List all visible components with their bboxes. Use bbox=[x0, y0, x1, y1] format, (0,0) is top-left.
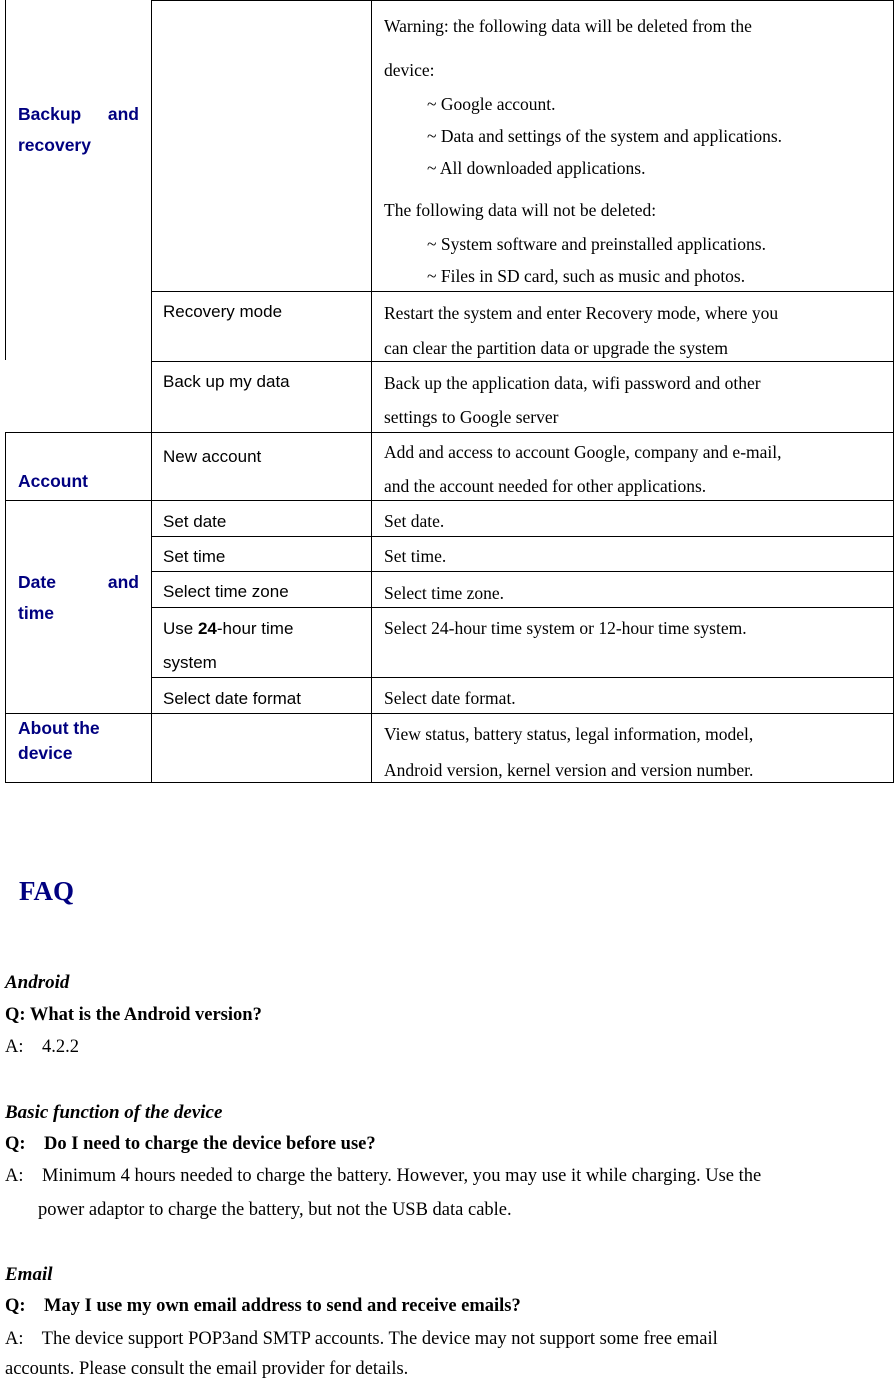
set-date-label: Set date bbox=[163, 512, 227, 531]
category-account: Account bbox=[18, 471, 88, 491]
faq-section-heading: Basic function of the device bbox=[5, 1102, 223, 1123]
new-account-label: New account bbox=[163, 447, 262, 466]
category-word: Backup bbox=[18, 104, 82, 124]
hour-format-label bbox=[163, 618, 293, 640]
category-word: Date bbox=[18, 572, 56, 592]
faq-question: Q: Do I need to charge the device before use? bbox=[5, 1134, 376, 1154]
time-zone-label: Select time zone bbox=[163, 582, 289, 601]
category-word: device bbox=[18, 743, 73, 764]
not-deleted-heading: The following data will not be deleted: bbox=[384, 200, 657, 220]
deleted-item: ~ All downloaded applications. bbox=[427, 158, 646, 178]
backup-data-label: Back up my data bbox=[163, 372, 290, 391]
kept-item: ~ Files in SD card, such as music and photos. bbox=[427, 266, 746, 286]
faq-question: Q: What is the Android version? bbox=[5, 1005, 262, 1025]
faq-answer-cont: accounts. Please consult the email provider for details. bbox=[5, 1359, 409, 1379]
category-word: About the bbox=[18, 718, 100, 738]
about-device-desc: View status, battery status, legal information, model, bbox=[384, 724, 754, 744]
faq-section-heading: Android bbox=[5, 972, 70, 993]
category-date-time bbox=[18, 572, 139, 624]
recovery-mode-desc: Restart the system and enter Recovery mode, where you bbox=[384, 303, 779, 323]
faq-title: FAQ bbox=[19, 876, 74, 906]
category-word: time bbox=[18, 603, 54, 623]
hour-format-desc: Select 24-hour time system or 12-hour time system. bbox=[384, 618, 747, 638]
faq-answer: A: The device support POP3and SMTP accounts. The device may not support some free email bbox=[5, 1329, 718, 1349]
time-zone-desc: Select time zone. bbox=[384, 583, 505, 603]
category-word: and bbox=[107, 572, 139, 592]
date-format-desc: Select date format. bbox=[384, 688, 516, 708]
label-text: -hour time bbox=[216, 619, 294, 638]
set-time-desc: Set time. bbox=[384, 546, 447, 566]
label-text-bold: 24 bbox=[197, 619, 217, 638]
new-account-desc: and the account needed for other applications. bbox=[384, 476, 707, 496]
about-device-desc: Android version, kernel version and version number. bbox=[384, 760, 754, 780]
faq-question: Q: May I use my own email address to send and receive emails? bbox=[5, 1296, 521, 1316]
factory-reset-warning: Warning: the following data will be deleted from the bbox=[384, 16, 752, 36]
category-word: recovery bbox=[18, 135, 91, 155]
kept-item: ~ System software and preinstalled applications. bbox=[427, 234, 766, 254]
hour-format-label-cont: system bbox=[163, 653, 217, 672]
recovery-mode-label: Recovery mode bbox=[163, 302, 283, 321]
category-backup-recovery bbox=[18, 104, 139, 156]
faq-answer: A: Minimum 4 hours needed to charge the battery. However, you may use it while charging. Use the bbox=[5, 1166, 762, 1186]
faq-answer: A: 4.2.2 bbox=[5, 1037, 79, 1057]
date-format-label: Select date format bbox=[163, 689, 301, 708]
recovery-mode-desc: can clear the partition data or upgrade the system bbox=[384, 338, 729, 358]
set-time-label: Set time bbox=[163, 547, 226, 566]
set-date-desc: Set date. bbox=[384, 511, 445, 531]
factory-reset-warning-cont: device: bbox=[384, 60, 435, 80]
label-text: Use bbox=[163, 619, 198, 638]
new-account-desc: Add and access to account Google, company and e-mail, bbox=[384, 442, 782, 462]
deleted-item: ~ Google account. bbox=[427, 94, 556, 114]
backup-data-desc: Back up the application data, wifi password and other bbox=[384, 373, 761, 393]
faq-answer-cont: power adaptor to charge the battery, but not the USB data cable. bbox=[38, 1200, 512, 1220]
category-about-device bbox=[18, 716, 100, 767]
deleted-item: ~ Data and settings of the system and applications. bbox=[427, 126, 783, 146]
faq-section-heading: Email bbox=[5, 1264, 53, 1285]
backup-data-desc: settings to Google server bbox=[384, 407, 559, 427]
category-word: and bbox=[107, 104, 139, 124]
